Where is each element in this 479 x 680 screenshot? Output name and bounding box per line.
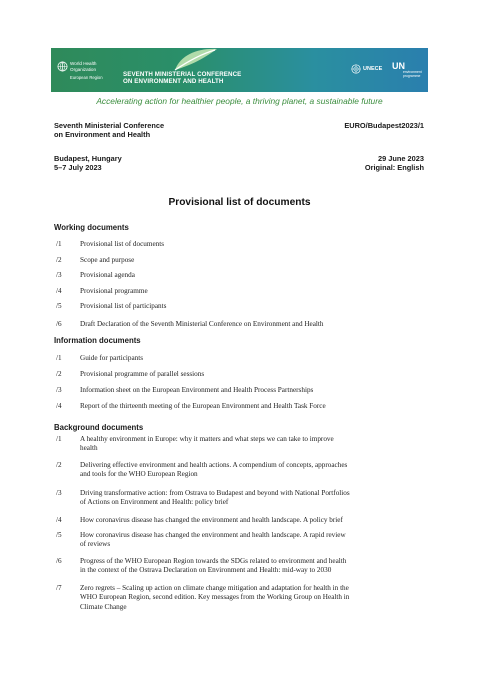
- conference-name-block: [54, 121, 164, 139]
- document-title: [80, 489, 435, 508]
- document-title-line: Zero regrets – Scaling up action on climate change mitigation and adaptation for health in the: [80, 584, 349, 592]
- document-title-line: in the context of the Ostrava Declaration on Environment and Health: mid-way to 2030: [80, 566, 332, 575]
- conference-name-line-1: Seventh Ministerial Conference: [54, 121, 165, 130]
- document-title-line: health: [80, 444, 98, 453]
- document-number: /1: [56, 354, 62, 362]
- document-number: /2: [56, 370, 62, 378]
- document-number: /1: [56, 240, 62, 248]
- document-number: /4: [56, 402, 62, 410]
- document-number: /5: [56, 531, 62, 539]
- document-title-line: Delivering effective environment and health actions. A compendium of concepts, approaches: [80, 461, 348, 469]
- document-title: [80, 386, 435, 395]
- document-title: [80, 584, 435, 612]
- section-heading-background-documents: Background documents: [54, 423, 144, 432]
- document-number: /6: [56, 557, 62, 565]
- document-title-line: A healthy environment in Europe: why it matters and what steps we can take to improve: [80, 435, 334, 443]
- unep-subtitle: environment programme: [403, 70, 422, 78]
- conference-name: [123, 71, 293, 85]
- conference-banner: [51, 48, 428, 92]
- page-title: Provisional list of documents: [168, 197, 311, 208]
- who-globe-icon: [57, 61, 68, 72]
- who-org-name: World Health Organization: [70, 61, 97, 72]
- un-globe-icon: [351, 64, 361, 74]
- document-number: /6: [56, 320, 62, 328]
- document-title-line: Provisional list of participants: [80, 302, 167, 310]
- section-heading-working-documents: Working documents: [54, 223, 129, 232]
- document-title-line: Report of the thirteenth meeting of the European Environment and Health Task Force: [80, 402, 326, 410]
- document-number: /2: [56, 461, 62, 469]
- document-title-line: Guide for participants: [80, 354, 144, 362]
- section-heading-information-documents: Information documents: [54, 336, 141, 345]
- document-title: [80, 531, 435, 550]
- document-title: [80, 461, 435, 480]
- document-title-line: How coronavirus disease has changed the environment and health landscape. A rapid review: [80, 531, 346, 539]
- document-number: /3: [56, 271, 62, 279]
- document-title-line: Provisional agenda: [80, 271, 135, 279]
- document-title-line: of reviews: [80, 540, 111, 549]
- date-block: [280, 154, 424, 172]
- conference-dates: 5–7 July 2023: [54, 163, 102, 172]
- document-reference: EURO/Budapest2023/1: [344, 121, 424, 130]
- location-block: [54, 154, 122, 172]
- document-title-line: How coronavirus disease has changed the environment and health landscape. A policy brief: [80, 516, 343, 524]
- document-title-line: Driving transformative action: from Ostrava to Budapest and beyond with National Portfolios: [80, 489, 350, 497]
- document-number: /1: [56, 435, 62, 443]
- document-title: [80, 320, 435, 329]
- conference-line-1: SEVENTH MINISTERIAL CONFERENCE: [123, 71, 242, 78]
- document-title: [80, 402, 435, 411]
- document-date: 29 June 2023: [377, 154, 424, 163]
- document-title-line: Climate Change: [80, 602, 127, 611]
- conference-line-2: ON ENVIRONMENT AND HEALTH: [123, 78, 224, 85]
- document-title: [80, 516, 435, 525]
- document-number: /4: [56, 516, 62, 524]
- document-title: [80, 302, 435, 311]
- unece-logo: UNECE: [363, 66, 383, 72]
- document-title-line: Scope and purpose: [80, 256, 135, 264]
- unep-logo: UN: [392, 61, 405, 71]
- document-title-line: WHO European Region, second edition. Key messages from the Working Group on Health in: [80, 593, 350, 602]
- document-title: [80, 557, 435, 576]
- document-number: /5: [56, 302, 62, 310]
- document-number: /3: [56, 386, 62, 394]
- original-language: Original: English: [364, 163, 424, 172]
- document-title-line: of Actions on Environment and Health: policy brief: [80, 498, 229, 507]
- document-title-line: Provisional programme of parallel sessions: [80, 370, 205, 378]
- tagline: Accelerating action for healthier people, a thriving planet, a sustainable future: [96, 96, 383, 106]
- document-number: /7: [56, 584, 62, 592]
- document-title: [80, 240, 435, 249]
- document-title: [80, 256, 435, 265]
- document-title-line: Provisional list of documents: [80, 240, 165, 248]
- who-logo: [57, 58, 117, 82]
- document-number: /2: [56, 256, 62, 264]
- document-title: [80, 271, 435, 280]
- conference-name-line-2: on Environment and Health: [54, 130, 151, 139]
- document-title: [80, 435, 435, 454]
- document-title: [80, 354, 435, 363]
- document-title-line: Draft Declaration of the Seventh Ministerial Conference on Environment and Health: [80, 320, 324, 328]
- document-title-line: and tools for the WHO European Region: [80, 470, 198, 479]
- document-title-line: Provisional programme: [80, 287, 148, 295]
- document-title-line: Information sheet on the European Environment and Health Process Partnerships: [80, 386, 314, 394]
- who-region: European Region: [70, 75, 103, 80]
- document-title: [80, 370, 435, 379]
- location: Budapest, Hungary: [54, 154, 122, 163]
- leaf-logo-icon: [171, 48, 219, 72]
- document-number: /3: [56, 489, 62, 497]
- document-title: [80, 287, 435, 296]
- document-number: /4: [56, 287, 62, 295]
- document-title-line: Progress of the WHO European Region towards the SDGs related to environment and health: [80, 557, 347, 565]
